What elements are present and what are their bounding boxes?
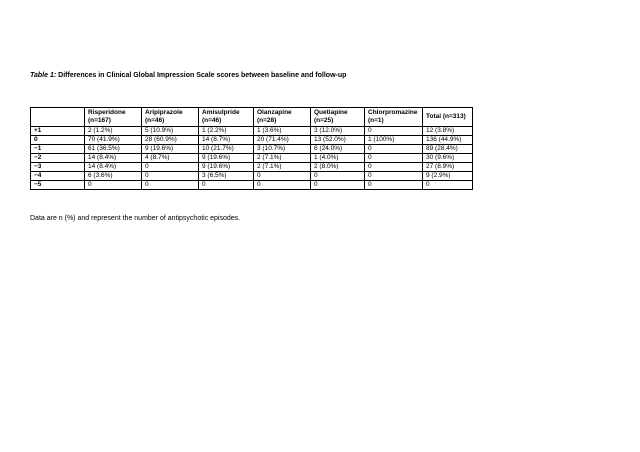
table-cell: 0 (142, 163, 199, 172)
row-label: −4 (31, 172, 85, 181)
header-drug-n: (n=28) (257, 117, 277, 124)
table-row (31, 127, 473, 136)
table-cell: 2 (7.1%) (254, 163, 311, 172)
table-cell: 2 (7.1%) (254, 154, 311, 163)
header-drug-n: (n=46) (145, 117, 165, 124)
table-cell: 6 (24.0%) (311, 145, 365, 154)
table-cell: 0 (311, 172, 365, 181)
table-cell: 9 (19.6%) (199, 163, 254, 172)
table-cell: 0 (365, 127, 423, 136)
table-cell: 10 (21.7%) (199, 145, 254, 154)
row-label: 0 (31, 136, 85, 145)
header-row (31, 108, 473, 127)
table-cell: 0 (254, 172, 311, 181)
row-label: −3 (31, 163, 85, 172)
table-caption (30, 71, 346, 80)
table-cell: 89 (28.4%) (423, 145, 473, 154)
table-cell: 2 (1.2%) (85, 127, 142, 136)
table-cell: 0 (365, 181, 423, 190)
results-table (30, 107, 473, 190)
header-cell-risperidone (85, 108, 142, 127)
header-cell-total (423, 108, 473, 127)
table-row (31, 136, 473, 145)
header-drug-name: Olanzapine (257, 108, 292, 116)
header-cell-quetiapine (311, 108, 365, 127)
table-cell: 0 (311, 181, 365, 190)
table-cell: 9 (2.9%) (423, 172, 473, 181)
table-cell: 61 (36.5%) (85, 145, 142, 154)
table-cell: 4 (8.7%) (142, 154, 199, 163)
table-cell: 1 (100%) (365, 136, 423, 145)
row-label: +1 (31, 127, 85, 136)
table-cell: 1 (2.2%) (199, 127, 254, 136)
table-cell: 30 (9.6%) (423, 154, 473, 163)
table-row (31, 163, 473, 172)
table-caption-title: Differences in Clinical Global Impression Scale scores between baseline and follow-up (58, 72, 347, 79)
table-row (31, 172, 473, 181)
table-cell: 0 (365, 163, 423, 172)
table-cell: 14 (8.4%) (85, 163, 142, 172)
table-cell: 0 (142, 172, 199, 181)
table-cell: 2 (8.0%) (311, 163, 365, 172)
table-caption-label: Table 1: (30, 72, 57, 79)
table-footnote: Data are n (%) and represent the number of antipsychotic episodes. (30, 215, 241, 222)
table-cell: 14 (8.7%) (199, 136, 254, 145)
table-cell: 13 (52.0%) (311, 136, 365, 145)
table-cell: 0 (423, 181, 473, 190)
table-row (31, 181, 473, 190)
header-total-label: Total (n=313) (426, 112, 466, 120)
header-drug-name: Chlorpromazine (368, 108, 418, 116)
table-row (31, 154, 473, 163)
header-drug-name: Risperidone (88, 108, 126, 116)
table-cell: 6 (3.6%) (85, 172, 142, 181)
header-cell-amisulpride (199, 108, 254, 127)
table-cell: 0 (365, 154, 423, 163)
header-drug-name: Amisulpride (202, 108, 240, 116)
table-cell: 3 (12.0%) (311, 127, 365, 136)
table-cell: 1 (3.6%) (254, 127, 311, 136)
table-cell: 1 (4.0%) (311, 154, 365, 163)
header-drug-n: (n=167) (88, 117, 111, 124)
table-cell: 3 (10.7%) (254, 145, 311, 154)
table-cell: 28 (60.9%) (142, 136, 199, 145)
header-drug-name: Quetiapine (314, 108, 348, 116)
header-drug-n: (n=1) (368, 117, 384, 124)
table-cell: 9 (19.6%) (142, 145, 199, 154)
header-cell-olanzapine (254, 108, 311, 127)
table-cell: 27 (8.9%) (423, 163, 473, 172)
header-cell-chlorpromazine (365, 108, 423, 127)
table-cell: 0 (254, 181, 311, 190)
table-cell: 9 (19.6%) (199, 154, 254, 163)
table-cell: 0 (142, 181, 199, 190)
table-cell: 12 (3.8%) (423, 127, 473, 136)
table-cell: 5 (10.9%) (142, 127, 199, 136)
row-label: −2 (31, 154, 85, 163)
header-cell-aripiprazole (142, 108, 199, 127)
table-cell: 136 (44.9%) (423, 136, 473, 145)
header-drug-name: Aripiprazole (145, 108, 183, 116)
row-label: −5 (31, 181, 85, 190)
header-drug-n: (n=25) (314, 117, 334, 124)
table-cell: 0 (365, 172, 423, 181)
row-label: −1 (31, 145, 85, 154)
header-drug-n: (n=46) (202, 117, 222, 124)
table-cell: 0 (365, 145, 423, 154)
table-cell: 0 (85, 181, 142, 190)
table-cell: 14 (8.4%) (85, 154, 142, 163)
header-cell-blank (31, 108, 85, 127)
table-cell: 20 (71.4%) (254, 136, 311, 145)
table-cell: 0 (199, 181, 254, 190)
table-cell: 70 (41.9%) (85, 136, 142, 145)
table-cell: 3 (6.5%) (199, 172, 254, 181)
table-row (31, 145, 473, 154)
